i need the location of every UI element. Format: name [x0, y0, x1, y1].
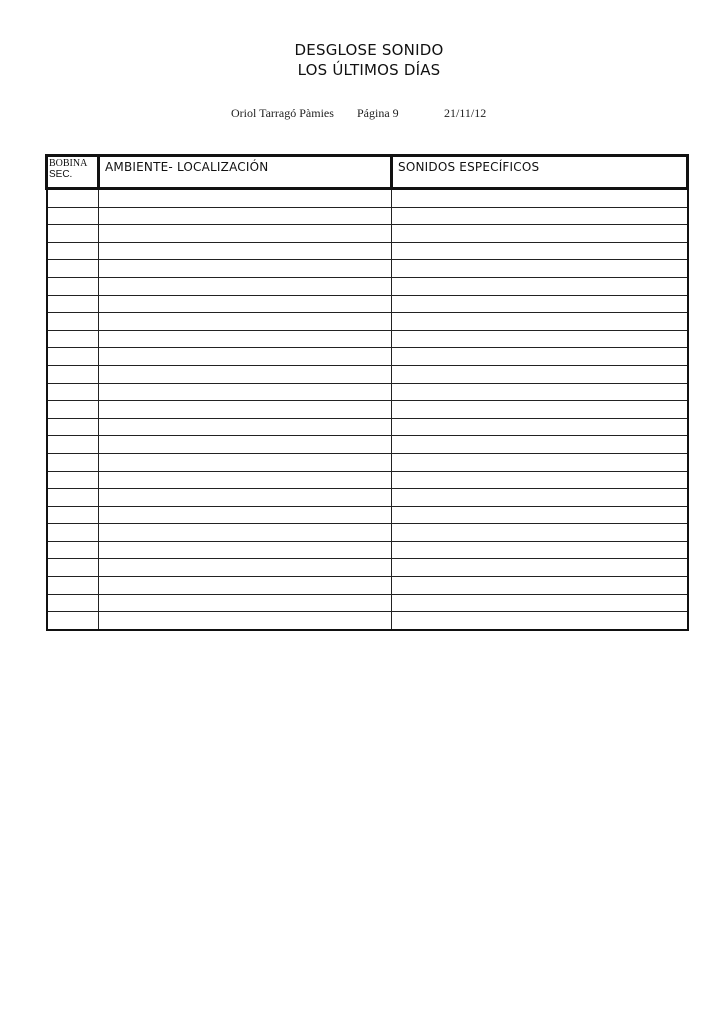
- cell-bobina-sec[interactable]: [47, 207, 99, 225]
- header-sonidos-label: SONIDOS ESPECÍFICOS: [398, 160, 540, 174]
- cell-sonidos-especificos[interactable]: [392, 207, 688, 225]
- cell-bobina-sec[interactable]: [47, 348, 99, 366]
- table-row: [47, 577, 688, 595]
- cell-sonidos-especificos[interactable]: [392, 418, 688, 436]
- table-header-row: [47, 156, 688, 189]
- cell-sonidos-especificos[interactable]: [392, 559, 688, 577]
- table-row: [47, 295, 688, 313]
- cell-bobina-sec[interactable]: [47, 436, 99, 454]
- cell-sonidos-especificos[interactable]: [392, 453, 688, 471]
- table-row: [47, 260, 688, 278]
- cell-sonidos-especificos[interactable]: [392, 330, 688, 348]
- cell-ambiente-localizacion[interactable]: [99, 524, 392, 542]
- table-row: [47, 330, 688, 348]
- cell-sonidos-especificos[interactable]: [392, 577, 688, 595]
- cell-bobina-sec[interactable]: [47, 594, 99, 612]
- document-date: 21/11/12: [444, 106, 487, 120]
- cell-sonidos-especificos[interactable]: [392, 594, 688, 612]
- table-row: [47, 612, 688, 630]
- cell-ambiente-localizacion[interactable]: [99, 506, 392, 524]
- cell-ambiente-localizacion[interactable]: [99, 577, 392, 595]
- breakdown-table: [45, 154, 689, 631]
- cell-ambiente-localizacion[interactable]: [99, 401, 392, 419]
- cell-bobina-sec[interactable]: [47, 453, 99, 471]
- document-title: [0, 40, 724, 80]
- table-row: [47, 313, 688, 331]
- cell-sonidos-especificos[interactable]: [392, 313, 688, 331]
- document-meta: [0, 106, 724, 122]
- cell-bobina-sec[interactable]: [47, 506, 99, 524]
- cell-sonidos-especificos[interactable]: [392, 242, 688, 260]
- cell-sonidos-especificos[interactable]: [392, 383, 688, 401]
- header-bobina-sec: [47, 156, 99, 189]
- table-row: [47, 594, 688, 612]
- table-row: [47, 348, 688, 366]
- cell-ambiente-localizacion[interactable]: [99, 612, 392, 630]
- cell-bobina-sec[interactable]: [47, 242, 99, 260]
- cell-ambiente-localizacion[interactable]: [99, 348, 392, 366]
- cell-ambiente-localizacion[interactable]: [99, 489, 392, 507]
- cell-ambiente-localizacion[interactable]: [99, 541, 392, 559]
- table-row: [47, 506, 688, 524]
- cell-sonidos-especificos[interactable]: [392, 612, 688, 630]
- cell-sonidos-especificos[interactable]: [392, 277, 688, 295]
- cell-bobina-sec[interactable]: [47, 189, 99, 208]
- cell-bobina-sec[interactable]: [47, 489, 99, 507]
- cell-ambiente-localizacion[interactable]: [99, 189, 392, 208]
- header-ambiente-localizacion: [99, 156, 392, 189]
- cell-ambiente-localizacion[interactable]: [99, 277, 392, 295]
- table-row: [47, 541, 688, 559]
- cell-bobina-sec[interactable]: [47, 401, 99, 419]
- header-sonidos-especificos: [392, 156, 688, 189]
- cell-sonidos-especificos[interactable]: [392, 348, 688, 366]
- cell-bobina-sec[interactable]: [47, 383, 99, 401]
- cell-ambiente-localizacion[interactable]: [99, 418, 392, 436]
- table-row: [47, 559, 688, 577]
- header-bobina-label: BOBINA: [49, 158, 88, 169]
- table-row: [47, 277, 688, 295]
- cell-bobina-sec[interactable]: [47, 471, 99, 489]
- cell-ambiente-localizacion[interactable]: [99, 260, 392, 278]
- cell-ambiente-localizacion[interactable]: [99, 295, 392, 313]
- cell-sonidos-especificos[interactable]: [392, 260, 688, 278]
- cell-bobina-sec[interactable]: [47, 260, 99, 278]
- cell-ambiente-localizacion[interactable]: [99, 594, 392, 612]
- cell-bobina-sec[interactable]: [47, 418, 99, 436]
- cell-ambiente-localizacion[interactable]: [99, 313, 392, 331]
- cell-sonidos-especificos[interactable]: [392, 541, 688, 559]
- cell-sonidos-especificos[interactable]: [392, 225, 688, 243]
- cell-sonidos-especificos[interactable]: [392, 401, 688, 419]
- cell-sonidos-especificos[interactable]: [392, 295, 688, 313]
- cell-bobina-sec[interactable]: [47, 295, 99, 313]
- cell-bobina-sec[interactable]: [47, 277, 99, 295]
- cell-bobina-sec[interactable]: [47, 541, 99, 559]
- cell-ambiente-localizacion[interactable]: [99, 242, 392, 260]
- cell-sonidos-especificos[interactable]: [392, 506, 688, 524]
- table-row: [47, 524, 688, 542]
- cell-sonidos-especificos[interactable]: [392, 471, 688, 489]
- title-line-2: LOS ÚLTIMOS DÍAS: [297, 61, 441, 79]
- cell-ambiente-localizacion[interactable]: [99, 471, 392, 489]
- cell-bobina-sec[interactable]: [47, 225, 99, 243]
- table-row: [47, 453, 688, 471]
- cell-bobina-sec[interactable]: [47, 313, 99, 331]
- table-row: [47, 471, 688, 489]
- header-ambiente-label: AMBIENTE- LOCALIZACIÓN: [105, 160, 269, 174]
- table-row: [47, 189, 688, 208]
- cell-bobina-sec[interactable]: [47, 577, 99, 595]
- table-row: [47, 383, 688, 401]
- table-row: [47, 225, 688, 243]
- cell-bobina-sec[interactable]: [47, 612, 99, 630]
- cell-ambiente-localizacion[interactable]: [99, 559, 392, 577]
- cell-ambiente-localizacion[interactable]: [99, 453, 392, 471]
- cell-sonidos-especificos[interactable]: [392, 489, 688, 507]
- table-row: [47, 365, 688, 383]
- table-row: [47, 418, 688, 436]
- table-row: [47, 489, 688, 507]
- cell-bobina-sec[interactable]: [47, 524, 99, 542]
- cell-bobina-sec[interactable]: [47, 365, 99, 383]
- cell-ambiente-localizacion[interactable]: [99, 207, 392, 225]
- cell-ambiente-localizacion[interactable]: [99, 330, 392, 348]
- cell-ambiente-localizacion[interactable]: [99, 383, 392, 401]
- table-row: [47, 401, 688, 419]
- cell-bobina-sec[interactable]: [47, 559, 99, 577]
- cell-ambiente-localizacion[interactable]: [99, 436, 392, 454]
- title-line-1: DESGLOSE SONIDO: [294, 41, 444, 59]
- table-row: [47, 242, 688, 260]
- page-number: Página 9: [357, 106, 399, 120]
- table-body: [47, 189, 688, 630]
- cell-ambiente-localizacion[interactable]: [99, 365, 392, 383]
- cell-ambiente-localizacion[interactable]: [99, 225, 392, 243]
- cell-sonidos-especificos[interactable]: [392, 189, 688, 208]
- cell-sonidos-especificos[interactable]: [392, 524, 688, 542]
- cell-bobina-sec[interactable]: [47, 330, 99, 348]
- table-row: [47, 436, 688, 454]
- cell-sonidos-especificos[interactable]: [392, 365, 688, 383]
- author-name: Oriol Tarragó Pàmies: [231, 106, 334, 120]
- header-sec-label: SEC.: [49, 169, 73, 180]
- cell-sonidos-especificos[interactable]: [392, 436, 688, 454]
- table-row: [47, 207, 688, 225]
